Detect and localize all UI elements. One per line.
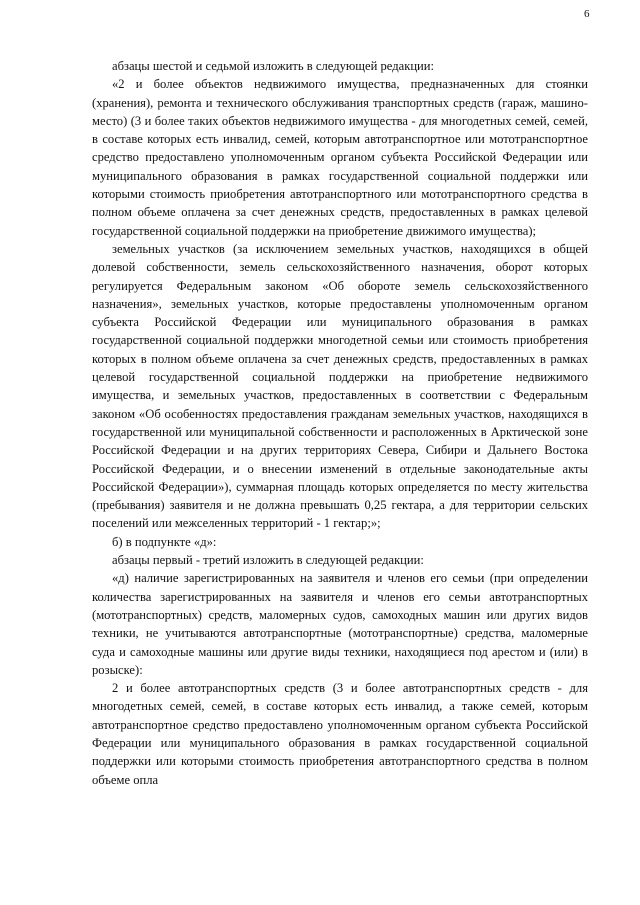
paragraph: «д) наличие зарегистрированных на заявителя и членов его семьи (при определении количества зарегистрированных на заявителя и членов его семьи автотранспортных (мототранспортных) средств, маломерных судов, самоходных машин или других видов техники, не учитываются автотранспортные (мототранспортные) средства, маломерные суда и самоходные машины или другие виды техники, находящиеся под арестом и (или) в розыске): xyxy=(92,571,588,677)
paragraph: земельных участков (за исключением земельных участков, находящихся в общей долевой собственности, земель сельскохозяйственного назначения, оборот которых регулируется Федеральным законом «Об обороте земель сельскохозяйственного назначения», земельных участков, которые предоставлены уполномоченным органом субъекта Российской Федерации или муниципального образования в рамках государственной социальной поддержки многодетной семьи или стоимость приобретения которых в полном объеме оплачена за счет денежных средств, предоставленных в рамках целевой государственной социальной поддержки на приобретение недвижимого имущества, и земельных участков, предоставленных в соответствии с Федеральным законом «Об особенностях предоставления гражданам земельных участков, находящихся в государственной или муниципальной собственности и расположенных в Арктической зоне Российской Федерации и на других территориях Севера, Сибири и Дальнего Востока Российской Федерации, и о внесении изменений в отдельные законодательные акты Российской Федерации»), суммарная площадь которых определяется по месту жительства (пребывания) заявителя и не должна превышать 0,25 гектара, а для территории сельских поселений или межселенных территорий - 1 гектар;»; xyxy=(92,241,588,531)
paragraph: абзацы шестой и седьмой изложить в следующей редакции: xyxy=(112,59,435,73)
paragraph: абзацы первый - третий изложить в следующей редакции: xyxy=(112,553,424,568)
document-body xyxy=(92,57,588,789)
paragraph: «2 и более объектов недвижимого имущества, предназначенных для стоянки (хранения), ремонта и технического обслуживания транспортных средств (гараж, машино-место) (3 и более таких объектов недвижимого имущества - для многодетных семей, семей, в составе которых есть инвалид, семей, которым автотранспортное или мототранспортное средство предоставлено уполномоченным органом субъекта Российской Федерации или муниципального образования в рамках государственной социальной поддержки или которыми стоимость приобретения автотранспортного или мототранспортного средства в полном объеме оплачена за счет денежных средств, предоставленных в рамках целевой государственной социальной поддержки на приобретение движимого имущества); xyxy=(92,77,588,238)
paragraph: б) в подпункте «д»: xyxy=(112,534,217,549)
page-number: 6 xyxy=(584,8,590,20)
paragraph: 2 и более автотранспортных средств (3 и более автотранспортных средств - для многодетных семей, семей, в составе которых есть инвалид, а также семей, которым автотранспортное средство предоставлено уполномоченным органом субъекта Российской Федерации или муниципального образования в рамках государственной социальной поддержки или которыми стоимость приобретения автотранспортного средства в полном объеме опла xyxy=(92,681,588,787)
